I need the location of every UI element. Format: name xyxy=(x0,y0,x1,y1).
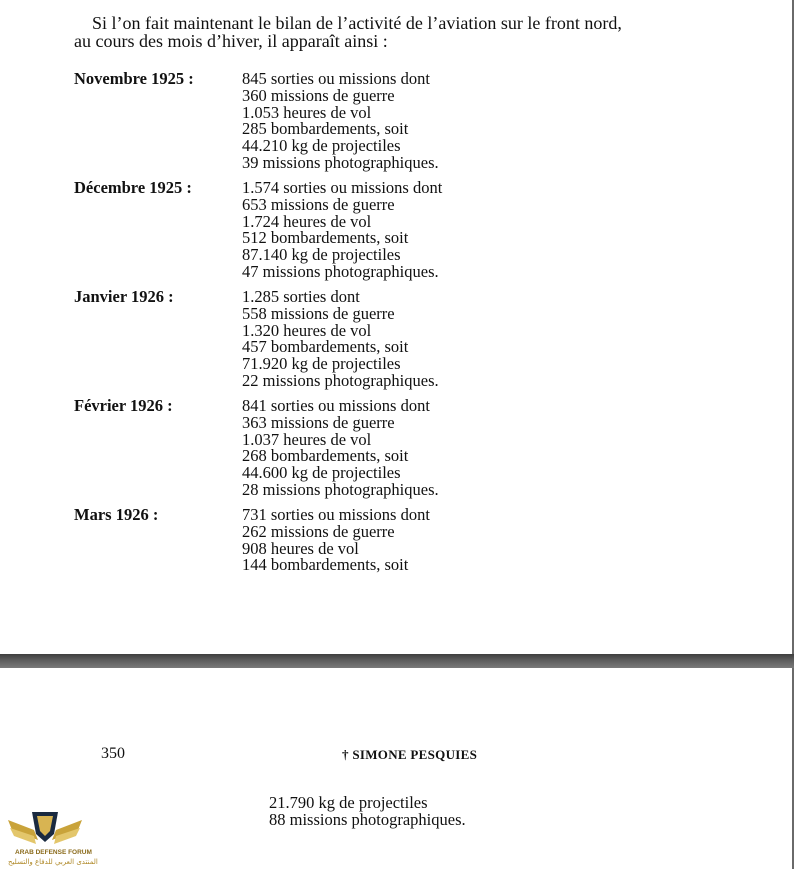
month-label: Décembre 1925 : xyxy=(74,178,192,197)
continued-stats xyxy=(269,794,466,828)
stats-lines xyxy=(242,289,439,390)
month-label: Février 1926 : xyxy=(74,396,173,415)
stat-line: 841 sorties ou missions dont xyxy=(242,396,430,415)
stat-line: 285 bombardements, soit xyxy=(242,119,409,139)
stat-line: 360 missions de guerre xyxy=(242,85,395,105)
stat-line: 39 missions photographiques. xyxy=(242,152,439,172)
stat-line: 1.724 heures de vol xyxy=(242,211,372,231)
stat-line: 28 missions photographiques. xyxy=(242,479,439,499)
stat-line: 1.574 sorties ou missions dont xyxy=(242,178,443,197)
stat-line: 908 heures de vol xyxy=(242,538,359,558)
stat-line: 731 sorties ou missions dont xyxy=(242,505,430,524)
stat-line: 268 bombardements, soit xyxy=(242,446,409,466)
page-bottom xyxy=(0,668,794,869)
stat-line: 262 missions de guerre xyxy=(242,521,395,541)
intro-paragraph xyxy=(74,14,724,50)
stat-line: 47 missions photographiques. xyxy=(242,261,439,281)
page-separator xyxy=(0,654,794,668)
stat-line: 653 missions de guerre xyxy=(242,194,395,214)
stat-line: 363 missions de guerre xyxy=(242,412,395,432)
stat-line: 87.140 kg de projectiles xyxy=(242,245,401,265)
clipped-text-fragment xyxy=(172,0,212,2)
stat-line: 845 sorties ou missions dont xyxy=(242,69,430,88)
stat-line: 21.790 kg de projectiles xyxy=(269,793,428,812)
stat-line: 558 missions de guerre xyxy=(242,303,395,323)
wings-emblem-icon xyxy=(8,812,82,844)
stat-line: 22 missions photographiques. xyxy=(242,370,439,390)
stat-line: 144 bombardements, soit xyxy=(242,555,409,575)
intro-line-2: au cours des mois d’hiver, il apparaît ainsi : xyxy=(74,31,388,51)
stats-lines xyxy=(242,507,430,574)
stat-line: 71.920 kg de projectiles xyxy=(242,354,401,374)
stats-lines xyxy=(242,398,439,499)
stat-line: 457 bombardements, soit xyxy=(242,337,409,357)
stat-line: 44.600 kg de projectiles xyxy=(242,463,401,483)
watermark-text-ar: المنتدى العربي للدفاع والتسليح xyxy=(8,858,98,866)
stat-line: 512 bombardements, soit xyxy=(242,228,409,248)
stats-lines xyxy=(242,180,442,281)
stat-line: 44.210 kg de projectiles xyxy=(242,136,401,156)
month-label: Janvier 1926 : xyxy=(74,287,174,306)
stat-line: 1.320 heures de vol xyxy=(242,320,372,340)
stat-line: 1.037 heures de vol xyxy=(242,429,372,449)
month-label: Mars 1926 : xyxy=(74,505,159,524)
running-head: † SIMONE PESQUIES xyxy=(342,747,478,762)
stat-line: 1.053 heures de vol xyxy=(242,102,372,122)
page-number: 350 xyxy=(101,745,125,762)
month-label: Novembre 1925 : xyxy=(74,69,194,88)
watermark-text-en: ARAB DEFENSE FORUM xyxy=(15,849,92,856)
stats-lines xyxy=(242,71,439,172)
stat-line: 88 missions photographiques. xyxy=(269,810,466,829)
intro-line-1: Si l’on fait maintenant le bilan de l’activité de l’aviation sur le front nord, xyxy=(92,13,622,33)
stat-line: 1.285 sorties dont xyxy=(242,287,360,306)
